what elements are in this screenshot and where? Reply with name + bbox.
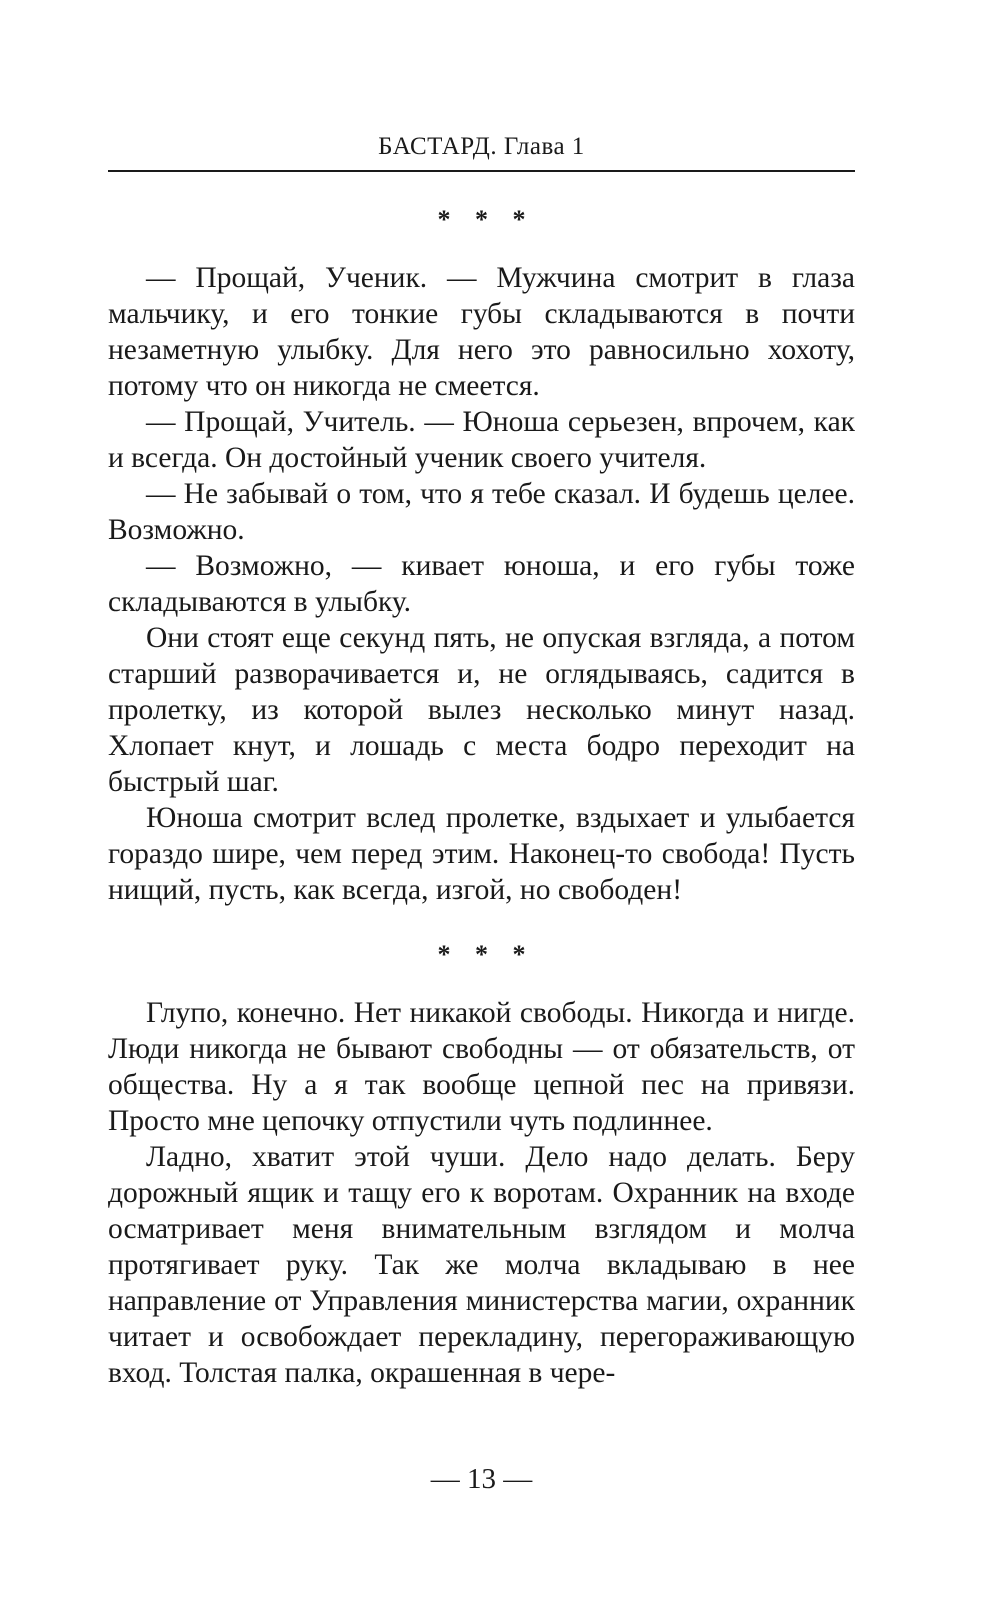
section-separator: * * * bbox=[437, 205, 526, 234]
paragraph: Ладно, хватит этой чуши. Дело надо делать. Беру дорожный ящик и тащу его к воротам. Охранник на входе осматривает меня внимательным взглядом и молча протягивает руку. Так же молча вкладываю в нее направление от Управления министерства магии, охранник читает и освобождает перекладину, перегораживающую вход. Толстая палка, окрашенная в чере- bbox=[108, 1141, 855, 1389]
paragraph: — Прощай, Учитель. — Юноша серьезен, впрочем, как и всегда. Он достойный ученик своего учителя. bbox=[108, 406, 855, 474]
paragraph: — Возможно, — кивает юноша, и его губы тоже складываются в улыбку. bbox=[108, 550, 855, 618]
section-1-text bbox=[108, 260, 855, 908]
book-page bbox=[108, 0, 855, 1616]
paragraph: Юноша смотрит вслед пролетке, вздыхает и улыбается гораздо шире, чем перед этим. Наконец-то свобода! Пусть нищий, пусть, как всегда, изгой, но свободен! bbox=[108, 802, 855, 906]
paragraph: Глупо, конечно. Нет никакой свободы. Никогда и нигде. Люди никогда не бывают свободны — от обязательств, от общества. Ну а я так вообще цепной пес на привязи. Просто мне цепочку отпустили чуть подлиннее. bbox=[108, 997, 855, 1137]
page-number: — 13 — bbox=[430, 1463, 533, 1495]
paragraph: Они стоят еще секунд пять, не опуская взгляда, а потом старший разворачивается и, не оглядываясь, садится в пролетку, из которой вылез несколько минут назад. Хлопает кнут, и лошадь с места бодро переходит на быстрый шаг. bbox=[108, 622, 855, 798]
running-title: БАСТАРД. Глава 1 bbox=[378, 133, 585, 160]
section-separator: * * * bbox=[437, 940, 526, 969]
paragraph: — Не забывай о том, что я тебе сказал. И будешь целее. Возможно. bbox=[108, 478, 855, 546]
header-rule bbox=[108, 170, 855, 172]
paragraph: — Прощай, Ученик. — Мужчина смотрит в глаза мальчику, и его тонкие губы складываются в почти незаметную улыбку. Для него это равносильно хохоту, потому что он никогда не смеется. bbox=[108, 262, 855, 402]
section-2-text bbox=[108, 995, 855, 1391]
